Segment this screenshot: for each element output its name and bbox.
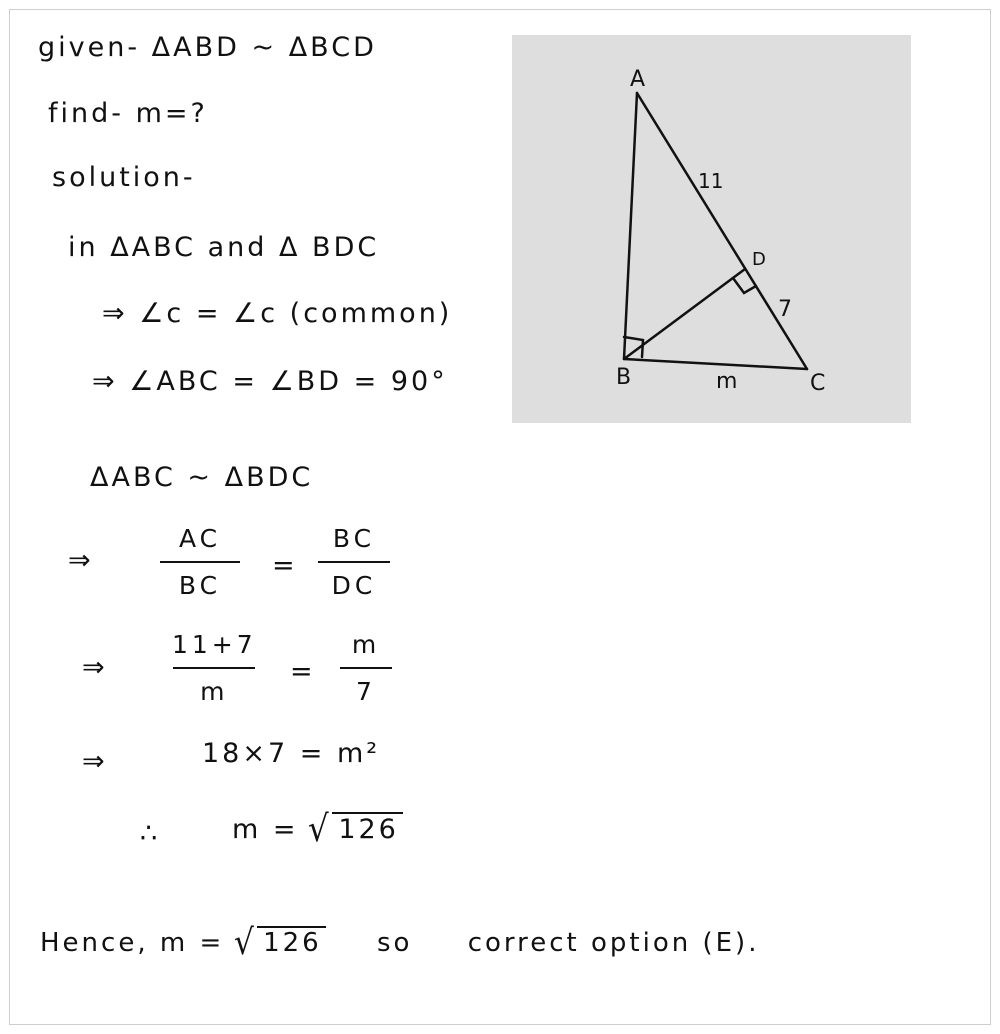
square-root: √ 126 xyxy=(236,928,326,958)
fraction-ac-bc xyxy=(160,524,240,600)
fraction-sum-over-m xyxy=(172,630,257,706)
triangle-figure xyxy=(512,35,911,423)
implies-symbol: ⇒ xyxy=(82,746,108,777)
length-ad-label: 11 xyxy=(698,169,724,193)
sqrt-value: 126 xyxy=(332,812,403,845)
side-ac xyxy=(637,93,807,369)
so-label: so xyxy=(376,928,413,958)
vertex-c-label: C xyxy=(810,371,826,396)
implies-symbol: ⇒ xyxy=(82,652,108,683)
given-line: given- ΔABD ~ ΔBCD xyxy=(38,32,377,63)
square-root: √ 126 xyxy=(310,814,403,845)
fraction-numerator: 11+7 xyxy=(172,630,257,659)
fraction-m-over-7 xyxy=(340,630,392,706)
fraction-bc-dc xyxy=(318,524,390,600)
side-ab xyxy=(624,93,637,359)
fraction-numerator: AC xyxy=(178,524,222,553)
similarity-statement: ΔABC ~ ΔBDC xyxy=(90,462,314,493)
solution-heading: solution- xyxy=(52,162,196,193)
find-line: find- m=? xyxy=(48,98,208,129)
fraction-denominator: m xyxy=(200,677,229,706)
fraction-denominator: 7 xyxy=(356,677,376,706)
sqrt-value: 126 xyxy=(257,926,326,958)
fraction-denominator: DC xyxy=(331,571,377,600)
length-bc-label: m xyxy=(716,369,738,394)
triangle-diagram xyxy=(512,35,911,423)
conclusion-line xyxy=(40,922,760,964)
side-bc xyxy=(624,359,807,369)
m-equals-label: m = xyxy=(232,814,299,845)
therefore-symbol: ∴ xyxy=(140,818,161,849)
correct-option-label: correct option (E). xyxy=(467,928,760,958)
fraction-denominator: BC xyxy=(178,571,222,600)
right-angle-step: ⇒ ∠ABC = ∠BD = 90° xyxy=(92,366,448,397)
equals-sign: = xyxy=(272,550,298,581)
length-dc-label: 7 xyxy=(778,297,792,322)
vertex-a-label: A xyxy=(630,67,646,92)
triangles-statement: in ΔABC and Δ BDC xyxy=(68,232,380,263)
equals-sign: = xyxy=(290,656,316,687)
hence-label: Hence, m = xyxy=(40,928,225,958)
result-step xyxy=(232,808,403,851)
common-angle-step: ⇒ ∠c = ∠c (common) xyxy=(102,298,453,329)
fraction-numerator: BC xyxy=(332,524,376,553)
implies-symbol: ⇒ xyxy=(68,545,94,576)
vertex-d-label: D xyxy=(752,249,766,270)
product-step: 18×7 = m² xyxy=(202,738,381,769)
fraction-numerator: m xyxy=(351,630,381,659)
vertex-b-label: B xyxy=(616,365,632,390)
